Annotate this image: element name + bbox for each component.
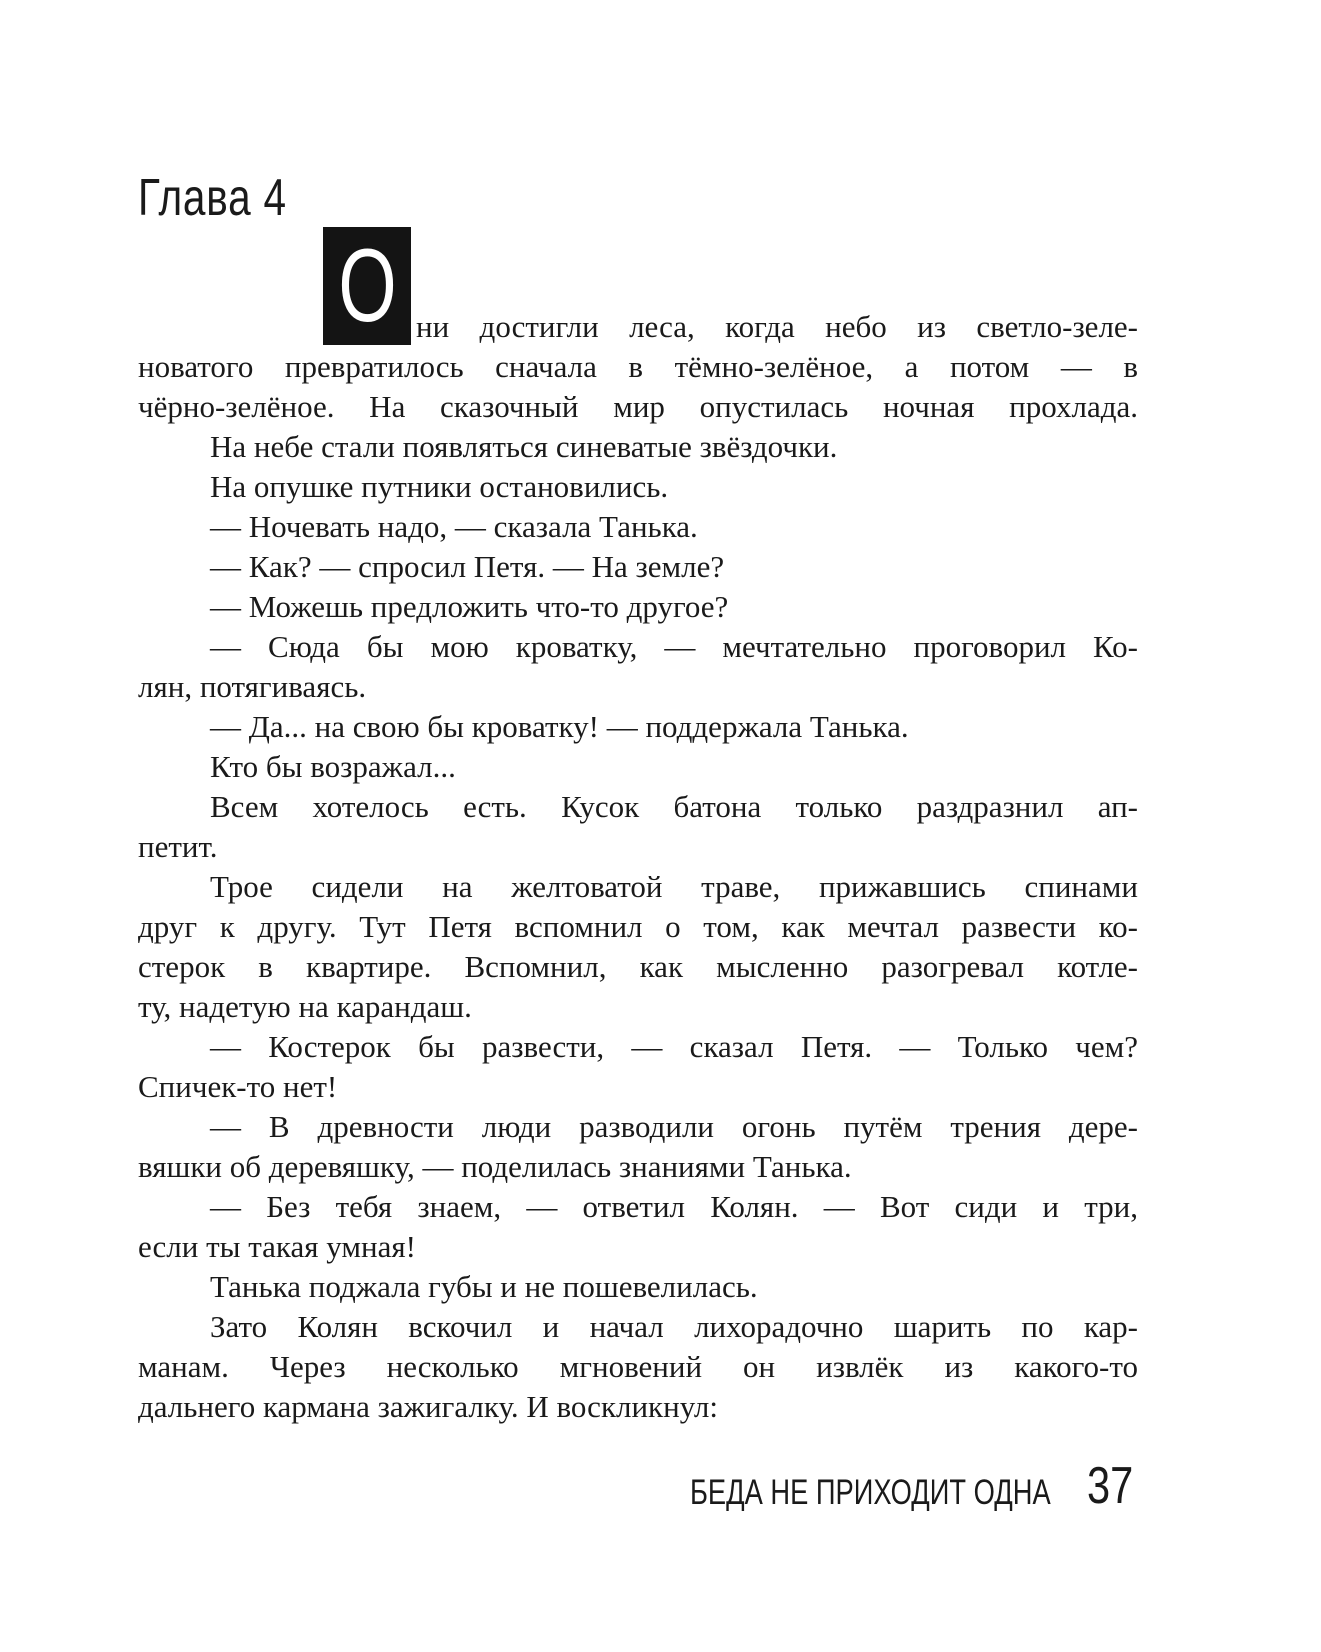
text-line: Трое сидели на желтоватой траве, прижавшись спинами xyxy=(210,869,1138,904)
text-line: Всем хотелось есть. Кусок батона только раздразнил ап- xyxy=(210,789,1138,824)
text-line: новатого превратилось сначала в тёмно-зелёное, а потом — в xyxy=(138,349,1138,384)
text-line: На опушке путники остановились. xyxy=(210,469,669,504)
text-line: — Костерок бы развести, — сказал Петя. — Только чем? xyxy=(210,1029,1138,1064)
text-line: Зато Колян вскочил и начал лихорадочно шарить по кар- xyxy=(210,1309,1138,1344)
text-line: ту, надетую на карандаш. xyxy=(138,989,472,1024)
text-line: — Как? — спросил Петя. — На земле? xyxy=(210,549,725,584)
text-line: Танька поджала губы и не пошевелилась. xyxy=(210,1269,758,1304)
page-number: 37 xyxy=(1087,1457,1134,1515)
text-line: лян, потягиваясь. xyxy=(138,669,367,704)
text-line: — Без тебя знаем, — ответил Колян. — Вот сиди и три, xyxy=(210,1189,1138,1224)
chapter-title: Глава 4 xyxy=(138,169,287,227)
text-line: Кто бы возражал... xyxy=(210,749,456,784)
text-line: — Ночевать надо, — сказала Танька. xyxy=(210,509,698,544)
drop-cap xyxy=(323,227,411,345)
text-line: Спичек-то нет! xyxy=(138,1069,338,1104)
text-line: — Сюда бы мою кроватку, — мечтательно проговорил Ко- xyxy=(210,629,1138,664)
text-line: дальнего кармана зажигалку. И воскликнул: xyxy=(138,1389,718,1424)
text-line: чёрно-зелёное. На сказочный мир опустилась ночная прохлада. xyxy=(138,389,1138,424)
text-line: петит. xyxy=(138,829,218,864)
text-line: ни достигли леса, когда небо из светло-зеле- xyxy=(416,309,1138,344)
text-line: вяшки об деревяшку, — поделилась знаниями Танька. xyxy=(138,1149,852,1184)
text-line: — В древности люди разводили огонь путём трения дере- xyxy=(210,1109,1138,1144)
text-line: — Можешь предложить что-то другое? xyxy=(210,589,729,624)
text-line: манам. Через несколько мгновений он извлёк из какого-то xyxy=(138,1349,1138,1384)
text-line: — Да... на свою бы кроватку! — поддержала Танька. xyxy=(210,709,909,744)
text-line: стерок в квартире. Вспомнил, как мысленно разогревал котле- xyxy=(138,949,1138,984)
text-line: На небе стали появляться синеватые звёздочки. xyxy=(210,429,838,464)
text-line: друг к другу. Тут Петя вспомнил о том, как мечтал развести ко- xyxy=(138,909,1138,944)
running-footer-title: БЕДА НЕ ПРИХОДИТ ОДНА xyxy=(690,1473,1051,1512)
text-line: если ты такая умная! xyxy=(138,1229,416,1264)
drop-cap-letter: О xyxy=(337,228,397,344)
